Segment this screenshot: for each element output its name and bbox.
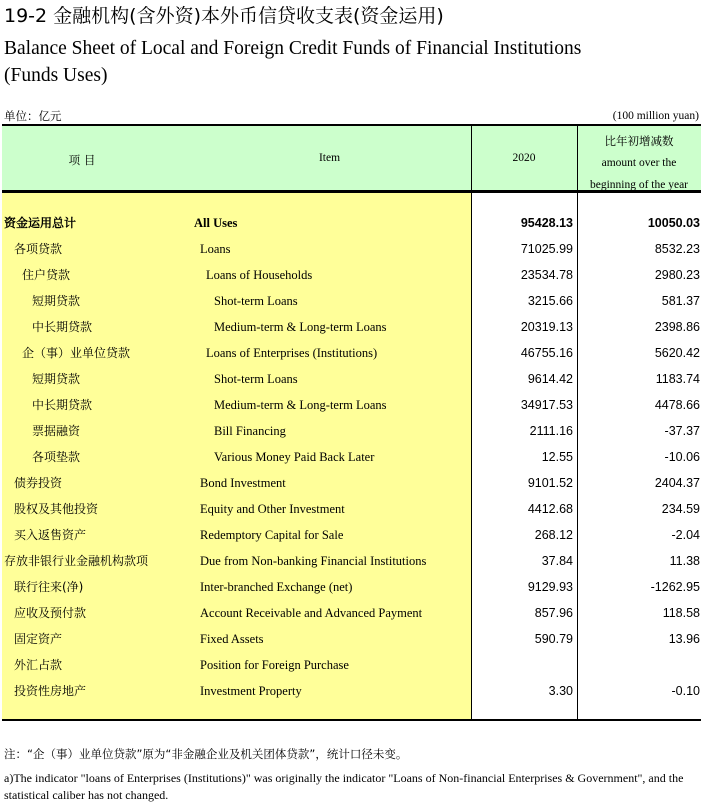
table-row bbox=[2, 652, 701, 678]
row-item-chinese: 应收及预付款 bbox=[14, 606, 87, 620]
header-change-english-1: amount over the bbox=[601, 157, 677, 169]
row-item-chinese: 投资性房地产 bbox=[14, 684, 87, 698]
footnote-chinese: 注：“企（事）业单位贷款”原为“非金融企业及机关团体贷款”，统计口径未变。 bbox=[4, 747, 408, 761]
row-value-2020: 71025.99 bbox=[520, 242, 573, 256]
row-change-over-year-start: -10.06 bbox=[664, 450, 700, 464]
table-row bbox=[2, 210, 701, 236]
row-item-chinese: 短期贷款 bbox=[32, 294, 81, 308]
row-value-2020: 9101.52 bbox=[527, 476, 573, 490]
header-change-english-2: beginning of the year bbox=[589, 179, 689, 191]
row-value-2020: 95428.13 bbox=[520, 216, 573, 230]
row-item-english: Due from Non-banking Financial Institutions bbox=[200, 554, 427, 568]
row-change-over-year-start: -1262.95 bbox=[650, 580, 700, 594]
row-item-english: Account Receivable and Advanced Payment bbox=[200, 606, 423, 620]
row-change-over-year-start: 11.38 bbox=[669, 554, 700, 568]
row-value-2020: 268.12 bbox=[534, 528, 573, 542]
row-item-english: Shot-term Loans bbox=[214, 372, 298, 386]
title-english bbox=[4, 35, 581, 89]
row-change-over-year-start: -37.37 bbox=[664, 424, 700, 438]
row-item-chinese: 联行往来(净) bbox=[14, 580, 84, 594]
unit-label-english: (100 million yuan) bbox=[612, 110, 699, 122]
row-item-chinese: 中长期贷款 bbox=[32, 398, 93, 412]
row-change-over-year-start: 234.59 bbox=[661, 502, 700, 516]
row-item-chinese: 资金运用总计 bbox=[4, 216, 77, 230]
row-change-over-year-start: 10050.03 bbox=[647, 216, 700, 230]
title-chinese: 19-2 金融机构(含外资)本外币信贷收支表(资金运用) bbox=[4, 5, 444, 27]
row-change-over-year-start: 2980.23 bbox=[654, 268, 700, 282]
row-item-chinese: 中长期贷款 bbox=[32, 320, 93, 334]
row-item-chinese: 股权及其他投资 bbox=[14, 502, 99, 516]
table-row bbox=[2, 470, 701, 496]
table-row bbox=[2, 522, 701, 548]
row-value-2020: 2111.16 bbox=[529, 424, 573, 438]
row-item-english: Redemptory Capital for Sale bbox=[200, 528, 344, 542]
row-change-over-year-start: 2398.86 bbox=[654, 320, 700, 334]
table-row bbox=[2, 574, 701, 600]
table-bottom-rule bbox=[2, 719, 701, 721]
row-value-2020: 37.84 bbox=[541, 554, 573, 568]
table-row bbox=[2, 600, 701, 626]
row-value-2020: 9129.93 bbox=[527, 580, 573, 594]
row-change-over-year-start: 5620.42 bbox=[654, 346, 700, 360]
row-value-2020: 3215.66 bbox=[527, 294, 573, 308]
row-item-chinese: 固定资产 bbox=[14, 632, 63, 646]
row-item-english: All Uses bbox=[194, 216, 238, 230]
row-item-english: Investment Property bbox=[200, 684, 302, 698]
row-change-over-year-start: 4478.66 bbox=[654, 398, 700, 412]
table-row bbox=[2, 288, 701, 314]
header-change bbox=[577, 130, 701, 196]
row-value-2020: 20319.13 bbox=[520, 320, 573, 334]
title-english-line-1: Balance Sheet of Local and Foreign Credit Funds of Financial Institutions bbox=[4, 38, 582, 59]
row-value-2020: 12.55 bbox=[541, 450, 573, 464]
table-row bbox=[2, 548, 701, 574]
row-item-chinese: 各项垫款 bbox=[32, 450, 81, 464]
row-change-over-year-start: 13.96 bbox=[668, 632, 700, 646]
header-item-english: Item bbox=[318, 152, 341, 164]
row-item-english: Inter-branched Exchange (net) bbox=[200, 580, 353, 594]
row-change-over-year-start: 118.58 bbox=[662, 606, 700, 620]
row-item-english: Bond Investment bbox=[200, 476, 286, 490]
table-row bbox=[2, 626, 701, 652]
table-row bbox=[2, 340, 701, 366]
row-item-english: Bill Financing bbox=[214, 424, 286, 438]
row-item-english: Position for Foreign Purchase bbox=[200, 658, 349, 672]
table-row bbox=[2, 444, 701, 470]
footnote-english: a)The indicator "loans of Enterprises (Institutions)" was originally the indicator "Loans of Non-financial Enterprises & Government", and the statistical caliber has not changed. bbox=[4, 771, 684, 802]
row-item-chinese: 外汇占款 bbox=[14, 658, 63, 672]
row-change-over-year-start: 1183.74 bbox=[655, 372, 700, 386]
row-change-over-year-start: -2.04 bbox=[671, 528, 700, 542]
row-value-2020: 23534.78 bbox=[520, 268, 573, 282]
row-value-2020: 9614.42 bbox=[527, 372, 573, 386]
row-value-2020: 857.96 bbox=[534, 606, 573, 620]
table-row bbox=[2, 678, 701, 704]
row-item-chinese: 票据融资 bbox=[32, 424, 81, 438]
row-value-2020: 590.79 bbox=[534, 632, 573, 646]
unit-label-chinese: 单位：亿元 bbox=[4, 109, 62, 123]
table-row bbox=[2, 262, 701, 288]
row-item-english: Various Money Paid Back Later bbox=[214, 450, 375, 464]
row-item-chinese: 买入返售资产 bbox=[14, 528, 87, 542]
row-item-chinese: 各项贷款 bbox=[14, 242, 63, 256]
table-row bbox=[2, 236, 701, 262]
row-change-over-year-start: -0.10 bbox=[671, 684, 700, 698]
header-year: 2020 bbox=[512, 152, 536, 164]
row-item-english: Shot-term Loans bbox=[214, 294, 298, 308]
table-row bbox=[2, 496, 701, 522]
table-row bbox=[2, 418, 701, 444]
row-item-chinese: 存放非银行业金融机构款项 bbox=[4, 554, 149, 568]
row-change-over-year-start: 8532.23 bbox=[654, 242, 700, 256]
row-item-english: Loans of Households bbox=[206, 268, 313, 282]
row-item-english: Fixed Assets bbox=[200, 632, 264, 646]
row-item-english: Loans of Enterprises (Institutions) bbox=[206, 346, 378, 360]
row-change-over-year-start: 581.37 bbox=[661, 294, 700, 308]
row-item-english: Medium-term & Long-term Loans bbox=[214, 398, 387, 412]
row-change-over-year-start: 2404.37 bbox=[654, 476, 700, 490]
row-value-2020: 34917.53 bbox=[520, 398, 573, 412]
row-item-english: Medium-term & Long-term Loans bbox=[214, 320, 387, 334]
row-item-chinese: 短期贷款 bbox=[32, 372, 81, 386]
header-item-chinese: 项 目 bbox=[68, 153, 96, 167]
row-item-english: Loans bbox=[200, 242, 231, 256]
row-item-chinese: 债券投资 bbox=[14, 476, 63, 490]
row-value-2020: 4412.68 bbox=[527, 502, 573, 516]
table-row bbox=[2, 366, 701, 392]
table-row bbox=[2, 392, 701, 418]
row-item-chinese: 住户贷款 bbox=[22, 268, 71, 282]
table-row bbox=[2, 314, 701, 340]
row-item-chinese: 企（事）业单位贷款 bbox=[22, 346, 131, 360]
title-english-line-2: (Funds Uses) bbox=[4, 65, 108, 86]
header-change-chinese: 比年初增减数 bbox=[604, 134, 674, 148]
row-value-2020: 3.30 bbox=[548, 684, 573, 698]
row-value-2020: 46755.16 bbox=[520, 346, 573, 360]
row-item-english: Equity and Other Investment bbox=[200, 502, 345, 516]
